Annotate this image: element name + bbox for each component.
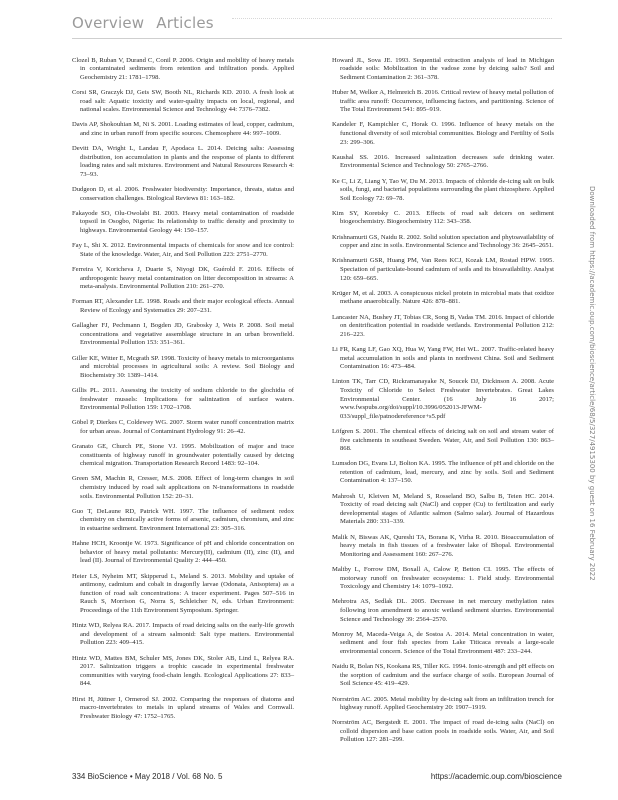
reference-entry: Devitt DA, Wright L, Landau F, Apodaca L. 2014. Deicing salts: Assessing distribution, ion accumulation in plants and the response of plants to different loading rates and salt mixtures. Environment and Natural Resources Research 4: 73–93. xyxy=(72,145,294,178)
reference-entry: Krüger M, et al. 2003. A conspicuous nickel protein in microbial mats that oxidize methane anaerobically. Nature 426: 878–881. xyxy=(332,289,554,306)
footer-citation: 334 BioScience • May 2018 / Vol. 68 No. 5 xyxy=(72,772,223,781)
reference-entry: Fakayode SO, Olu-Owolabi BI. 2003. Heavy metal contamination of roadside topsoil in Osogbo, Nigeria: Its relationship to traffic density and proximity to highways. Environmental Geology 44: 150–157. xyxy=(72,209,294,235)
reference-entry: Krishnamurti GSR, Huang PM, Van Rees KCJ, Kozak LM, Rostad HPW. 1995. Speciation of particulate-bound cadmium of soils and its bioavailability. Analyst 120: 659–665. xyxy=(332,257,554,282)
reference-entry: Naidu R, Bolan NS, Kookana RS, Tiller KG. 1994. Ionic-strength and pH effects on the sorption of cadmium and the surface charge of soils. European Journal of Soil Science 45: 419–429. xyxy=(332,663,554,688)
references-right-column xyxy=(332,50,554,747)
reference-entry: Green SM, Machin R, Cresser, M.S. 2008. Effect of long-term changes in soil chemistry induced by road salt applications on N-transformations in roadside soils. Environmental Pollution 152: 20–31. xyxy=(72,475,294,500)
header-decoration xyxy=(232,18,552,21)
reference-entry: Giller KE, Witter E, Mcgrath SP. 1998. Toxicity of heavy metals to microorganisms and microbial processes in agricultural soils: A review. Soil Biology and Biochemistry 30: 1389–1414. xyxy=(72,354,294,379)
reference-entry: Hirst H, Jüttner I, Ormerod SJ. 2002. Comparing the responses of diatoms and macro-invertebrates to metals in upland streams of Wales and Cornwall. Freshwater Biology 47: 1752–1765. xyxy=(72,695,294,720)
reference-entry: Norrström AC. 2005. Metal mobility by de-icing salt from an infiltration trench for highway runoff. Applied Geochemistry 20: 1907–1919. xyxy=(332,695,554,712)
header-title xyxy=(72,14,214,32)
reference-entry: Howard JL, Sova JE. 1993. Sequential extraction analysis of lead in Michigan roadside soils: Mobilization in the vadose zone by deicing salts? Soil and Sediment Contamination 2: 361–378. xyxy=(332,56,554,81)
reference-entry: Gallagher FJ, Pechmann I, Bogden JD, Grabosky J, Weis P. 2008. Soil metal concentrations and vegetative assemblage structure in an urban brownfield. Environmental Pollution 153: 351–361. xyxy=(72,322,294,347)
reference-entry: Li FR, Kang LF, Gao XQ, Hua W, Yang FW, Hei WL. 2007. Traffic-related heavy metal accumulation in soils and plants in northwest China. Soil and Sediment Contamination 16: 473–484. xyxy=(332,345,554,371)
reference-entry: Granato GE, Church PE, Stone VJ. 1995. Mobilization of major and trace constituents of highway runoff in groundwater potentially caused by deicing chemical migration. Transportation Research Record 1483: 92–104. xyxy=(72,443,294,468)
reference-entry: Guo T, DeLaune RD, Patrick WH. 1997. The influence of sediment redox chemistry on chemically active forms of arsenic, cadmium, chromium, and zinc in estuarine sediment. Environment International 23: 305–316. xyxy=(72,507,294,533)
reference-entry: Davis AP, Shokouhian M, Ni S. 2001. Loading estimates of lead, copper, cadmium, and zinc in urban runoff from specific sources. Chemosphere 44: 997–1009. xyxy=(72,121,294,137)
references-left-column xyxy=(72,50,294,723)
reference-entry: Göbel P, Dierkes C, Coldewey WG. 2007. Storm water runoff concentration matrix for urban areas. Journal of Contaminant Hydrology 91: 26–42. xyxy=(72,419,294,435)
reference-entry: Huber M, Welker A, Helmreich B. 2016. Critical review of heavy metal pollution of traffic area runoff: Occurrence, influencing factors, and partitioning. Science of The Total Environment 541: 895–919. xyxy=(332,88,554,114)
reference-entry: Heier LS, Nyheim MT, Skipperud L, Meland S. 2013. Mobility and uptake of antimony, cadmium and cobalt in dragonfly larvae (Odonata, Anisoptera) as a function of road salt concentrations: A tracer experiment. Pages 507–516 in Rauch S, Morrison G, Norra S, Schleicher N, eds. Urban Environment: Proceedings of the 11th Environment Symposium. Springer. xyxy=(72,572,294,614)
reference-entry: Maltby L, Forrow DM, Boxall A, Calow P, Betton CI. 1995. The effects of motorway runoff on freshwater ecosystems: 1. Field study. Environmental Toxicology and Chemistry 14: 1079–1092. xyxy=(332,566,554,591)
reference-entry: Monroy M, Maceda-Veiga A, de Sostoa A. 2014. Metal concentration in water, sediment and four fish species from Lake Titicaca reveals a large-scale environmental concern. Science of the Total Environment 487: 233–244. xyxy=(332,630,554,655)
download-watermark: Downloaded from https://academic.oup.com/bioscience/article/68/5/327/4915300 by guest on 16 February 2022 xyxy=(588,186,596,581)
reference-entry: Hintz WD, Mattes BM, Schuler MS, Jones DK, Stoler AB, Lind L, Relyea RA. 2017. Salinization triggers a trophic cascade in experimental freshwater communities with varying food-chain length. Ecological Applications 27: 833–844. xyxy=(72,654,294,688)
reference-entry: Krishnamurti GS, Naidu R. 2002. Solid solution speciation and phytoavailability of copper and zinc in soils. Environmental Science and Technology 36: 2645–2651. xyxy=(332,233,554,250)
reference-entry: Hintz WD, Relyea RA. 2017. Impacts of road deicing salts on the early-life growth and development of a stream salmonid: Salt type matters. Environmental Pollution 223: 409–415. xyxy=(72,622,294,647)
page-header xyxy=(72,14,562,36)
reference-entry: Hahne HCH, Kroontje W. 1973. Significance of pH and chloride concentration on behavior of heavy metal pollutants: Mercury(II), cadmium (II), zinc (II), and lead (II). Journal of Environmental Quality 2: 444–450. xyxy=(72,540,294,565)
header-article-type: Articles xyxy=(156,14,214,32)
reference-entry: Kaushal SS. 2016. Increased salinization decreases safe drinking water. Environmental Science and Technology 50: 2765–2766. xyxy=(332,153,554,170)
footer-url[interactable]: https://academic.oup.com/bioscience xyxy=(430,772,562,781)
reference-entry: Fay L, Shi X. 2012. Environmental impacts of chemicals for snow and ice control: State of the knowledge. Water, Air, and Soil Pollution 223: 2751–2770. xyxy=(72,242,294,258)
reference-entry: Mehrotra AS, Sedlak DL. 2005. Decrease in net mercury methylation rates following iron amendment to anoxic wetland sediment slurries. Environmental Science and Technology 39: 2564–2570. xyxy=(332,598,554,623)
reference-entry: Ke C, Li Z, Liang Y, Tao W, Du M. 2013. Impacts of chloride de-icing salt on bulk soils, fungi, and bacterial populations surrounding the plant rhizosphere. Applied Soil Ecology 72: 69–78. xyxy=(332,177,554,202)
reference-entry: Lumsdon DG, Evans LJ, Bolton KA. 1995. The influence of pH and chloride on the retention of cadmium, lead, mercury, and zinc by soils. Soil and Sediment Contamination 4: 137–150. xyxy=(332,460,554,485)
reference-entry: Mahrosh U, Kleiven M, Meland S, Rosseland BO, Salbu B, Teien HC. 2014. Toxicity of road deicing salt (NaCl) and copper (Cu) to fertilization and early developmental stages of Atlantic salmon (Salmo salar). Journal of Hazardous Materials 280: 331–339. xyxy=(332,492,554,526)
reference-entry: Dudgeon D, et al. 2006. Freshwater biodiversity: Importance, threats, status and conservation challenges. Biological Reviews 81: 163–182. xyxy=(72,186,294,202)
reference-entry: Löfgren S. 2001. The chemical effects of deicing salt on soil and stream water of five catchments in southeast Sweden. Water, Air, and Soil Pollution 130: 863–868. xyxy=(332,427,554,453)
reference-entry: Linton TK, Tarr CD, Rickramanayake N, Soucek DJ, Dickinson A. 2008. Acute Toxicity of Chloride to Select Freshwater Invertebrates. Great Lakes Environmental Center. (16 July 16 2017; www.fwspubs.org/doi/suppl/10.3996/052013-JFWM-033/suppl_file/patnodereference+s5.pdf xyxy=(332,378,554,420)
reference-entry: Kandeler F, Kampichler C, Horak O. 1996. Influence of heavy metals on the functional diversity of soil microbial communities. Biology and Fertility of Soils 23: 299–306. xyxy=(332,121,554,146)
page-footer xyxy=(72,772,562,784)
reference-entry: Kim SY, Koretsky C. 2013. Effects of road salt deicers on sediment biogeochemistry. Biogeochemistry 112: 343–358. xyxy=(332,209,554,226)
reference-entry: Corsi SR, Graczyk DJ, Geis SW, Booth NL, Richards KD. 2010. A fresh look at road salt: Aquatic toxicity and water-quality impacts on local, regional, and national scales. Environmental Science and Technology 44: 7376–7382. xyxy=(72,88,294,114)
header-rule xyxy=(72,38,562,39)
reference-entry: Norrström AC, Bergstedt E. 2001. The impact of road de-icing salts (NaCl) on colloid dispersion and base cation pools in roadside soils. Water, Air, and Soil Pollution 127: 281–299. xyxy=(332,719,554,744)
reference-entry: Ferreira V, Koricheva J, Duarte S, Niyogi DK, Guérold F. 2016. Effects of anthropogenic heavy metal contamination on litter decomposition in streams: A meta-analysis. Environmental Pollution 210: 261–270. xyxy=(72,266,294,291)
reference-entry: Lancaster NA, Bushey JT, Tobias CR, Song B, Vadas TM. 2016. Impact of chloride on denitrification potential in roadside wetlands. Environmental Pollution 212: 216–223. xyxy=(332,313,554,338)
reference-entry: Malik N, Biswas AK, Qureshi TA, Borana K, Virha R. 2010. Bioaccumulation of heavy metals in fish tissues of a freshwater lake of Bhopal. Environmental Monitoring and Assessment 160: 267–276. xyxy=(332,533,554,558)
reference-entry: Forman RT, Alexander LE. 1998. Roads and their major ecological effects. Annual Review of Ecology and Systematics 29: 207–231. xyxy=(72,298,294,314)
header-section: Overview xyxy=(72,14,145,32)
reference-entry: Gillis PL. 2011. Assessing the toxicity of sodium chloride to the glochidia of freshwater mussels: Implications for salinization of surface waters. Environmental Pollution 159: 1702–1708. xyxy=(72,386,294,412)
reference-entry: Clozel B, Ruban V, Durand C, Conil P. 2006. Origin and mobility of heavy metals in contaminated sediments from retention and infiltration ponds. Applied Geochemistry 21: 1781–1798. xyxy=(72,56,294,81)
